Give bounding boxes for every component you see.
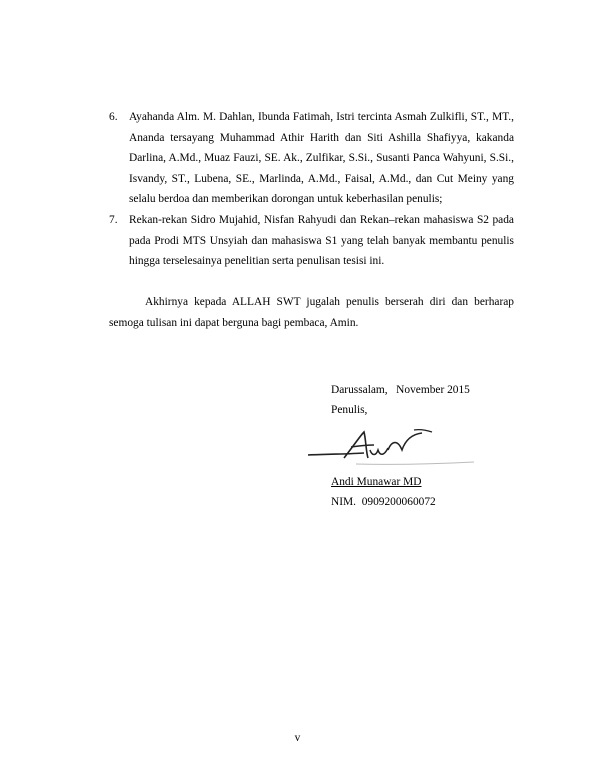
closing-paragraph: Akhirnya kepada ALLAH SWT jugalah penulis berserah diri dan berharap semoga tulisan ini dapat berguna bagi pembaca, Amin.	[109, 296, 514, 329]
writer-nim: NIM. 0909200060072	[331, 496, 436, 508]
list-item-text: Rekan-rekan Sidro Mujahid, Nisfan Rahyudi dan Rekan–rekan mahasiswa S2 pada pada Prodi MTS Unsyiah dan mahasiswa S1 yang telah banyak membantu penulis hingga terselesainya penelitian serta penulisan tesisi ini.	[129, 213, 514, 268]
list-item-number: 7.	[109, 213, 118, 226]
page-number: v	[294, 732, 301, 744]
list-item	[109, 210, 514, 272]
list-item	[109, 107, 514, 210]
list-item-text: Ayahanda Alm. M. Dahlan, Ibunda Fatimah, Istri tercinta Asmah Zulkifli, ST., MT., Ananda tersayang Muhammad Athir Harith dan Siti Ashilla Shafiyya, kakanda Darlina, A.Md., Muaz Fauzi, SE. Ak., Zulfikar, S.Si., Susanti Panca Wahyuni, S.Si., Isvandy, ST., Lubena, SE., Marlinda, A.Md., Faisal, A.Md., dan Cut Meiny yang selalu berdoa dan memberikan dorongan untuk keberhasilan penulis;	[129, 111, 514, 206]
writer-label: Penulis,	[331, 404, 368, 416]
place-date: Darussalam, November 2015	[331, 384, 470, 396]
writer-name: Andi Munawar MD	[331, 476, 422, 488]
acknowledgement-list	[109, 107, 514, 272]
handwritten-signature	[306, 428, 476, 474]
list-item-number: 6.	[109, 111, 118, 123]
